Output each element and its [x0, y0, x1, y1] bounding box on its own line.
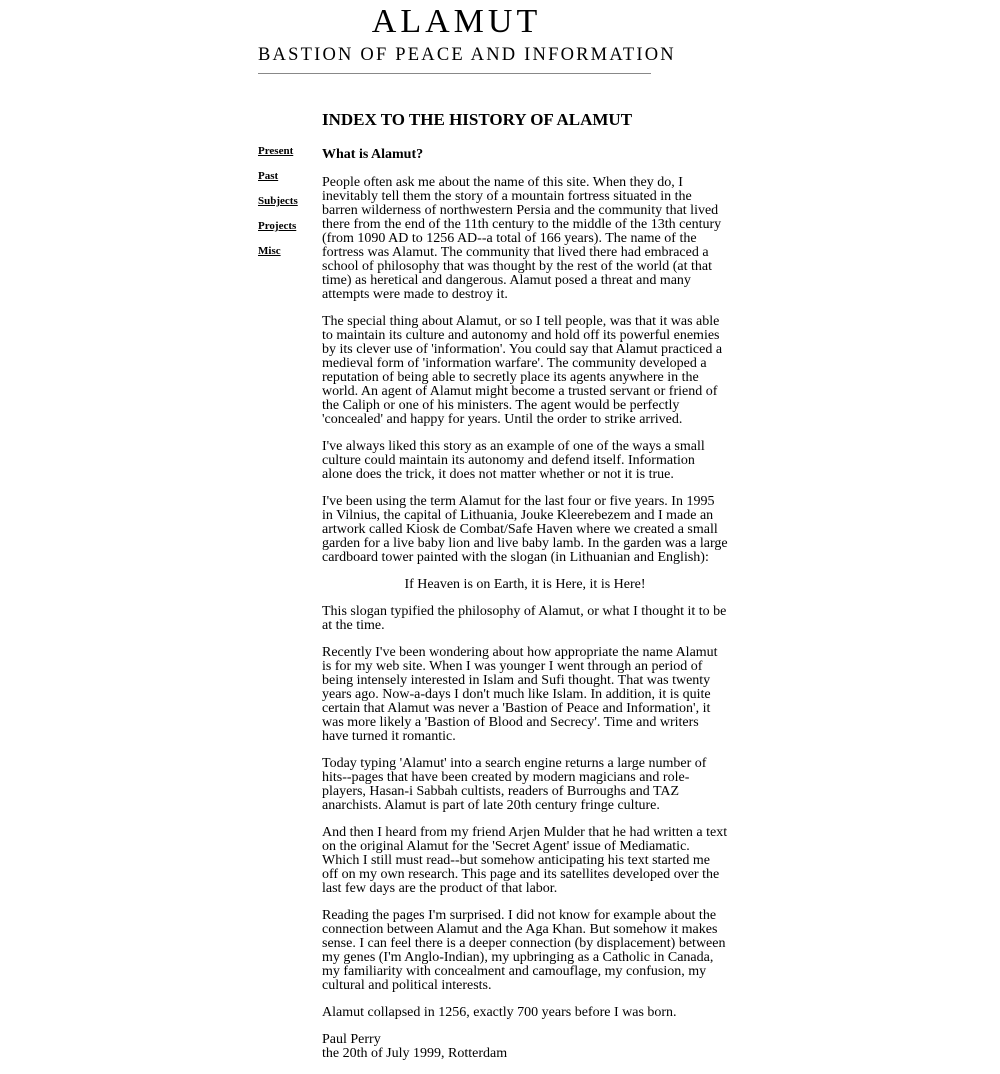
site-title: ALAMUT: [371, 3, 542, 40]
section-heading: What is Alamut?: [322, 147, 424, 162]
paragraph: This slogan typified the philosophy of Alamut, or what I thought it to be at the time.: [322, 604, 727, 633]
paragraph: Recently I've been wondering about how appropriate the name Alamut is for my web site. When I was younger I went through an period of being intensely interested in Islam and Sufi thought. That was twenty years ago. Now-a-days I don't much like Islam. In addition, it is quite certain that Alamut was never a 'Bastion of Peace and Information', it was more likely a 'Bastion of Blood and Secrecy'. Time and writers have turned it romantic.: [322, 645, 718, 744]
article-body: [322, 110, 728, 1074]
paragraph: Reading the pages I'm surprised. I did not know for example about the connection between Alamut and the Aga Khan. But somehow it makes sense. I can feel there is a deeper connection (by displacement) between my genes (I'm Anglo-Indian), my upbringing as a Catholic in Canada, my familiarity with concealment and camouflage, my confusion, my cultural and political interests.: [322, 908, 726, 993]
author-name: Paul Perry: [322, 1032, 381, 1047]
nav-link-projects[interactable]: Projects: [258, 220, 297, 232]
signature-dateline: the 20th of July 1999, Rotterdam: [322, 1046, 508, 1061]
page-title: INDEX TO THE HISTORY OF ALAMUT: [322, 110, 633, 129]
paragraph: Today typing 'Alamut' into a search engine returns a large number of hits--pages that have been created by modern magicians and role-players, Hasan-i Sabbah cultists, readers of Burroughs and TAZ anarchists. Alamut is part of late 20th century fringe culture.: [322, 756, 707, 813]
paragraph: Alamut collapsed in 1256, exactly 700 years before I was born.: [322, 1005, 677, 1020]
nav-link-subjects[interactable]: Subjects: [258, 195, 298, 207]
slogan-quote: If Heaven is on Earth, it is Here, it is Here!: [404, 577, 646, 592]
signature-block: [322, 1033, 728, 1061]
masthead-divider: [258, 73, 651, 74]
paragraph: And then I heard from my friend Arjen Mulder that he had written a text on the original Alamut for the 'Secret Agent' issue of Mediamatic. Which I still must read--but somehow anticipating his text started me off on my own research. This page and its satellites developed over the last few days are the product of that labor.: [322, 825, 728, 896]
nav-link-misc[interactable]: Misc: [258, 245, 281, 257]
paragraph: I've always liked this story as an example of one of the ways a small culture could maintain its autonomy and defend itself. Information alone does the trick, it does not matter whether or not it is true.: [322, 439, 705, 482]
paragraph: The special thing about Alamut, or so I tell people, was that it was able to maintain its culture and autonomy and hold off its powerful enemies by its clever use of 'information'. You could say that Alamut practiced a medieval form of 'information warfare'. The community developed a reputation of being able to secretly place its agents anywhere in the world. An agent of Alamut might become a trusted servant or friend of the Caliph or one of his ministers. The agent would be perfectly 'concealed' and happy for years. Until the order to strike arrived.: [322, 314, 723, 427]
paragraph: I've been using the term Alamut for the last four or five years. In 1995 in Vilnius, the capital of Lithuania, Jouke Kleerebezem and I made an artwork called Kiosk de Combat/Safe Haven where we created a small garden for a live baby lion and live baby lamb. In the garden was a large cardboard tower painted with the slogan (in Lithuanian and English):: [322, 494, 728, 565]
paragraph: People often ask me about the name of this site. When they do, I inevitably tell them the story of a mountain fortress situated in the barren wilderness of northwestern Persia and the community that lived there from the end of the 11th century to the middle of the 13th century (from 1090 AD to 1256 AD--a total of 166 years). The name of the fortress was Alamut. The community that lived there had embraced a school of philosophy that was thought by the rest of the world (at that time) as heretical and dangerous. Alamut posed a threat and many attempts were made to destroy it.: [322, 175, 722, 302]
nav-link-past[interactable]: Past: [258, 170, 279, 182]
side-navigation: [258, 144, 318, 269]
nav-link-present[interactable]: Present: [258, 145, 294, 157]
site-subtitle: BASTION OF PEACE AND INFORMATION: [258, 45, 676, 65]
